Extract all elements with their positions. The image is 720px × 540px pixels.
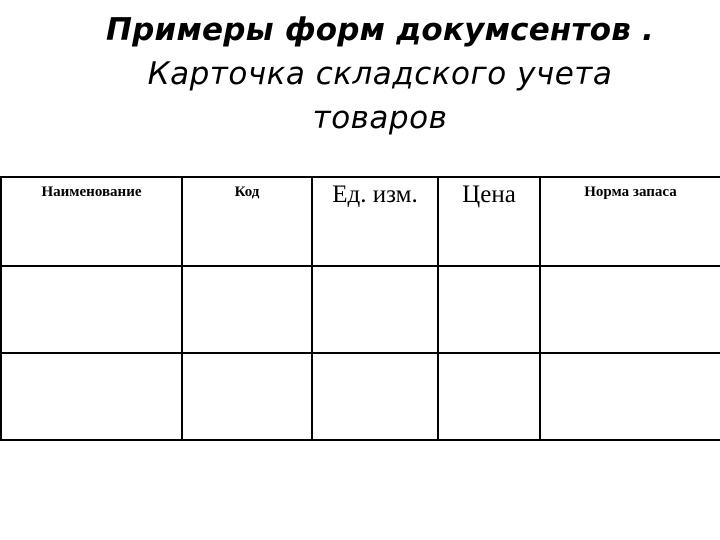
header-name-label: Наименование bbox=[41, 184, 142, 200]
table-cell bbox=[540, 353, 720, 440]
table-cell bbox=[438, 353, 540, 440]
title-subheading: Карточка складского учета bbox=[147, 56, 613, 92]
header-unit-label: Ед. изм. bbox=[332, 181, 418, 208]
table-row bbox=[1, 353, 720, 440]
table-cell bbox=[540, 266, 720, 353]
stock-card-table bbox=[0, 176, 720, 441]
header-code-label: Код bbox=[234, 184, 260, 200]
header-cell-price bbox=[438, 177, 540, 266]
table-cell bbox=[182, 353, 312, 440]
title-heading: Примеры форм докумсентов . bbox=[105, 12, 654, 48]
header-stock-norm-label: Норма запаса bbox=[584, 184, 677, 200]
header-cell-name bbox=[1, 177, 182, 266]
table-row bbox=[1, 266, 720, 353]
table-cell bbox=[438, 266, 540, 353]
table-cell bbox=[312, 266, 438, 353]
slide-title bbox=[0, 8, 720, 140]
table-cell bbox=[182, 266, 312, 353]
header-cell-code bbox=[182, 177, 312, 266]
table-cell bbox=[312, 353, 438, 440]
header-price-label: Цена bbox=[462, 181, 516, 208]
header-cell-unit bbox=[312, 177, 438, 266]
table-header-row bbox=[1, 177, 720, 266]
title-subheading-continued: товаров bbox=[312, 100, 448, 136]
header-cell-stock-norm bbox=[540, 177, 720, 266]
table-cell bbox=[1, 353, 182, 440]
table-cell bbox=[1, 266, 182, 353]
